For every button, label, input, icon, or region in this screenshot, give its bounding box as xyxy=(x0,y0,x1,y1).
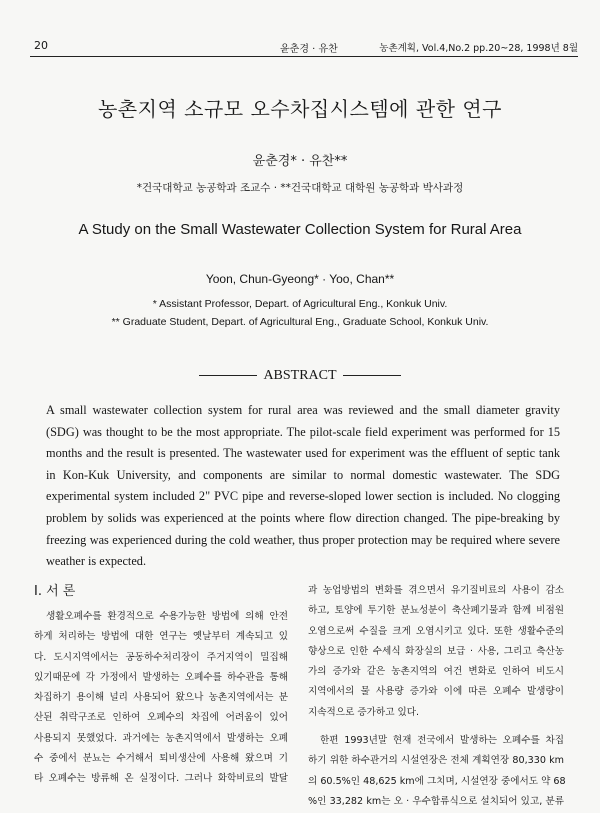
abstract-heading-text: ABSTRACT xyxy=(263,368,337,383)
running-header xyxy=(30,38,580,54)
abstract-heading xyxy=(0,368,600,384)
journal-citation: 농촌계획, Vol.4,No.2 pp.20~28, 1998년 8월 xyxy=(379,43,578,54)
abstract-rule-left xyxy=(199,375,257,376)
body-line: 있기때문에 각 가정에서 발생하는 오폐수를 하수관을 통해 xyxy=(34,671,288,683)
body-line: 다. 도시지역에서는 공동하수처리장이 주거지역이 밀집해 xyxy=(34,651,288,663)
authors-english: Yoon, Chun-Gyeong* · Yoo, Chan** xyxy=(205,272,395,286)
body-line: 가의 증가와 같은 농촌지역의 여건 변화로 인하여 비도시 xyxy=(308,666,564,678)
abstract-line: problem by solids was experienced at the points where flow direction changed. The pipe-breaking by xyxy=(46,510,560,525)
body-line: 의 60.5%인 48,625 km에 그치며, 시설연장 중에서도 약 68 xyxy=(308,775,566,787)
authors-korean: 윤춘경* · 유찬** xyxy=(252,154,348,169)
body-line: 생활오폐수를 환경적으로 수용가능한 방법에 의해 안전 xyxy=(46,611,288,622)
header-rule xyxy=(30,56,578,57)
abstract-rule-right xyxy=(343,375,401,376)
body-line: 하게 처리하는 방법에 대한 연구는 옛날부터 계속되고 있 xyxy=(34,631,288,643)
abstract-line: months and the result is presented. The wastewater used for experiment was the effluent of septic tank xyxy=(46,446,560,461)
abstract-line: (SDG) was thought to be the most appropriate. The pilot-scale field experiment was performed for 15 xyxy=(46,424,560,439)
body-line: 수 중에서 분뇨는 수거해서 퇴비생산에 사용해 왔으며 기 xyxy=(34,753,288,765)
title-english: A Study on the Small Wastewater Collection System for Rural Area xyxy=(78,221,522,238)
abstract-line: experimental system included 2" PVC pipe and reverse-sloped lower section is included. No clogging xyxy=(46,489,560,504)
section-heading-introduction: I. 서 론 xyxy=(34,584,76,599)
running-authors: 윤춘경 · 유찬 xyxy=(280,44,338,55)
affiliation-english-1: * Assistant Professor, Depart. of Agricultural Eng., Konkuk Univ. xyxy=(152,298,448,310)
body-line: 타 오폐수는 방류해 온 실정이다. 그러나 화학비료의 발달 xyxy=(34,773,288,785)
abstract-line: weather is expected. xyxy=(46,554,147,569)
right-column xyxy=(308,581,564,812)
body-line: 사용되지 못했었다. 과거에는 농촌지역에서 발생하는 오폐 xyxy=(34,732,288,744)
affiliation-english-2: ** Graduate Student, Depart. of Agricultural Eng., Graduate School, Konkuk Univ. xyxy=(111,316,489,328)
body-line: 지역에서의 물 사용량 증가와 이에 따른 오폐수 발생량이 xyxy=(308,686,564,698)
abstract-line: A small wastewater collection system for rural area was reviewed and the small diameter gravity xyxy=(46,403,560,417)
affiliations-korean: *건국대학교 농공학과 조교수 · **건국대학교 대학원 농공학과 박사과정 xyxy=(136,182,464,194)
body-line: 차집하기 용이해 널리 사용되어 왔으나 농촌지역에서는 분 xyxy=(34,692,288,704)
body-line: 하고, 토양에 투기한 분뇨성분이 축산폐기물과 함께 비점원 xyxy=(308,605,564,617)
abstract-body xyxy=(46,400,560,573)
page-number: 20 xyxy=(34,39,48,52)
abstract-line: in Kon-Kuk University, and components are similar to normal domestic wastewater. The SDG xyxy=(46,467,560,482)
body-line: %인 33,282 km는 오 · 우수합류식으로 설치되어 있고, 분류 xyxy=(308,795,564,807)
body-line: 지속적으로 증가하고 있다. xyxy=(308,706,420,718)
body-line: 향상으로 인한 수세식 화장실의 보급 · 사용, 그리고 축산농 xyxy=(308,645,564,657)
title-korean: 농촌지역 소규모 오수차집시스템에 관한 연구 xyxy=(97,97,502,121)
abstract-line: freezing was experienced during the cold weather, thus proper protection may be required where severe xyxy=(46,532,560,547)
body-line: 한편 1993년말 현재 전국에서 발생하는 오폐수를 차집 xyxy=(320,735,564,747)
left-column xyxy=(34,607,288,790)
body-line: 산된 취락구조로 인하여 오폐수의 차집에 어려움이 있어 xyxy=(34,712,288,724)
body-line: 과 농업방법의 변화를 겪으면서 유기질비료의 사용이 감소 xyxy=(308,585,564,596)
body-line: 하기 위한 하수관거의 시설연장은 전체 계획연장 80,330 km xyxy=(308,755,564,767)
paragraph-gap xyxy=(308,723,564,731)
body-line: 오염으로써 수질을 크게 오염시키고 있다. 또한 생활수준의 xyxy=(308,625,564,637)
